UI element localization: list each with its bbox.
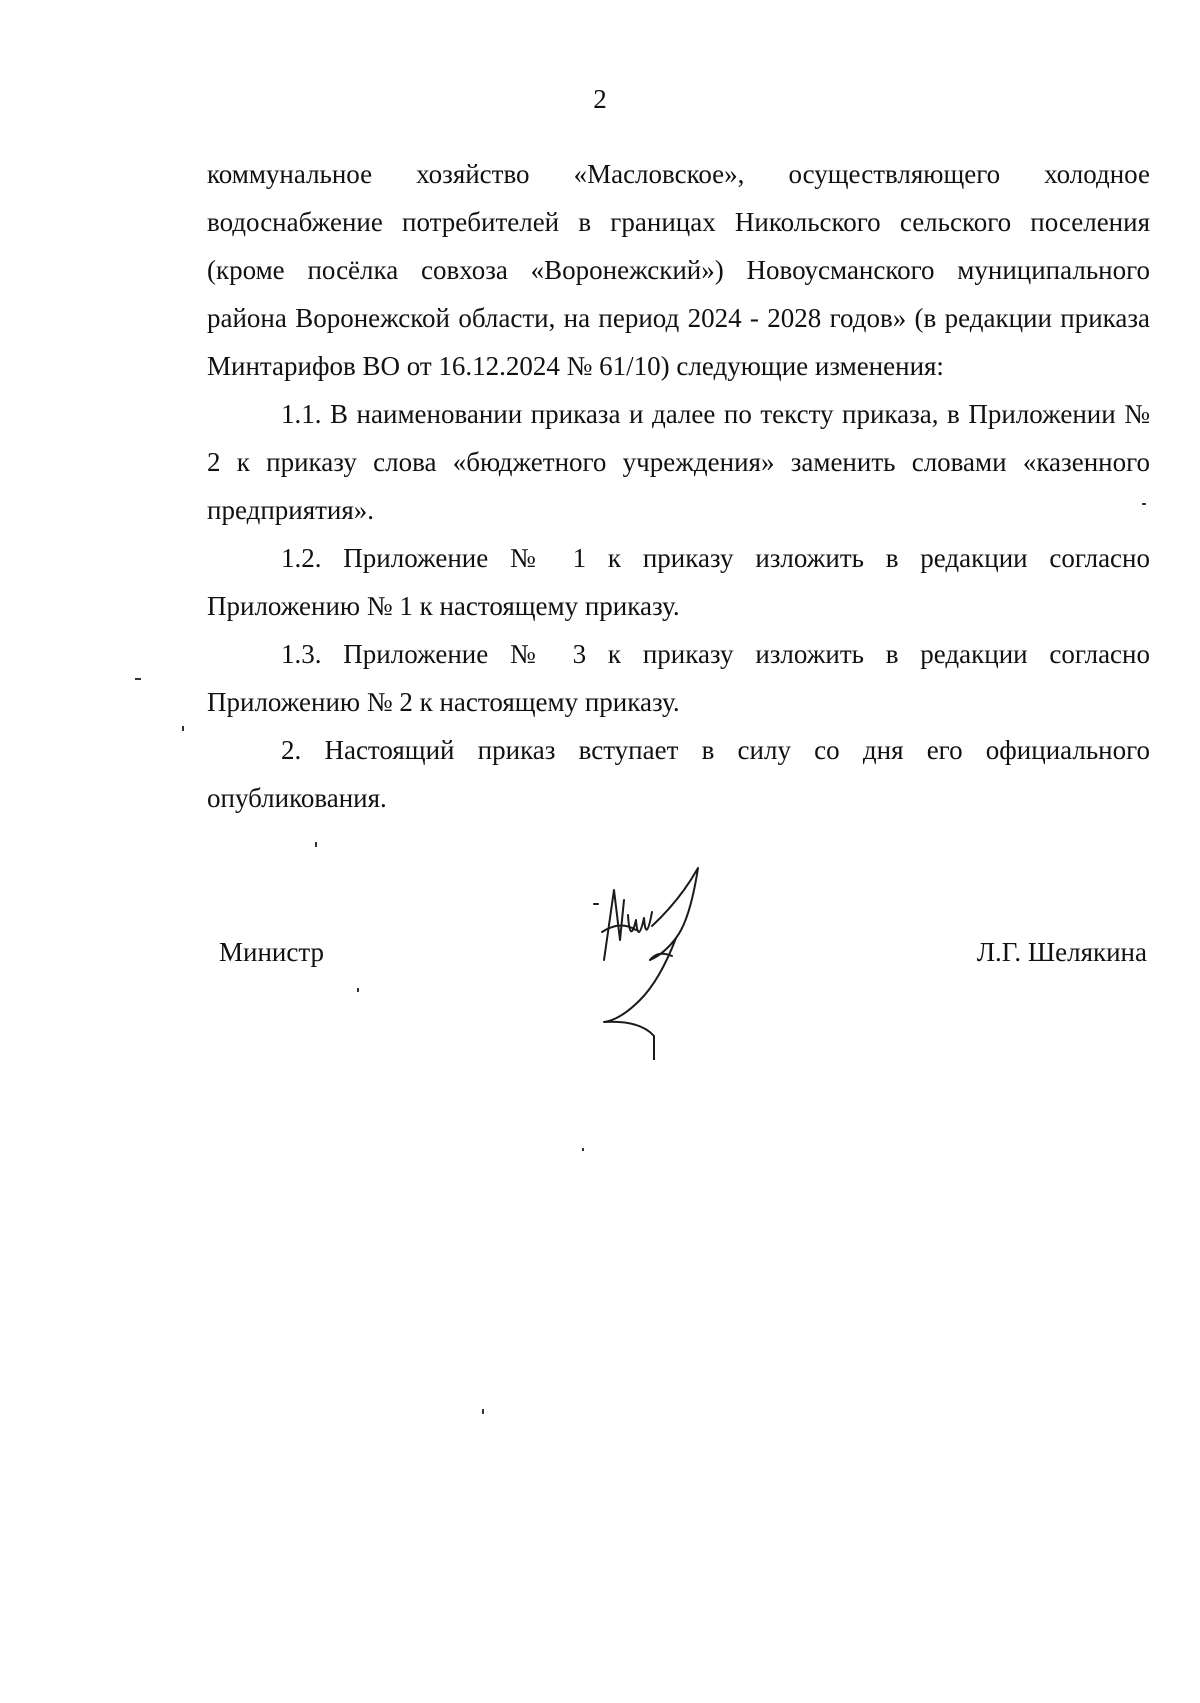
signature-block [0,860,1200,1060]
scan-speck [357,988,359,992]
scan-speck [482,1409,484,1414]
paragraph-1-2: 1.2. Приложение № 1 к приказу изложить в редакции согласно Приложению № 1 к настоящему приказу. [207,543,1150,621]
scan-speck [1142,503,1146,505]
paragraph-1-3: 1.3. Приложение № 3 к приказу изложить в редакции согласно Приложению № 2 к настоящему приказу. [207,639,1150,717]
paragraph-1-1: 1.1. В наименовании приказа и далее по тексту приказа, в Приложении № 2 к приказу слова «бюджетного учреждения» заменить словами «казенного предприятия». [207,399,1150,525]
signer-position: Министр [219,937,324,967]
scan-speck [182,726,184,731]
scan-speck [135,678,141,680]
paragraph-2: 2. Настоящий приказ вступает в силу со дня его официального опубликования. [207,735,1150,813]
document-body [207,150,1150,822]
handwritten-signature [580,860,740,1060]
page-number: 2 [593,84,607,114]
paragraph-continuation: коммунальное хозяйство «Масловское», осуществляющего холодное водоснабжение потребителей в границах Никольского сельского поселения (кроме посёлка совхоза «Воронежский») Новоусманского муниципального района Воронежской области, на период 2024 - 2028 годов» (в редакции приказа Минтарифов ВО от 16.12.2024 № 61/10) следующие изменения: [207,159,1150,381]
signer-name: Л.Г. Шелякина [976,937,1147,967]
scan-speck [315,842,317,847]
scan-speck [582,1148,584,1151]
